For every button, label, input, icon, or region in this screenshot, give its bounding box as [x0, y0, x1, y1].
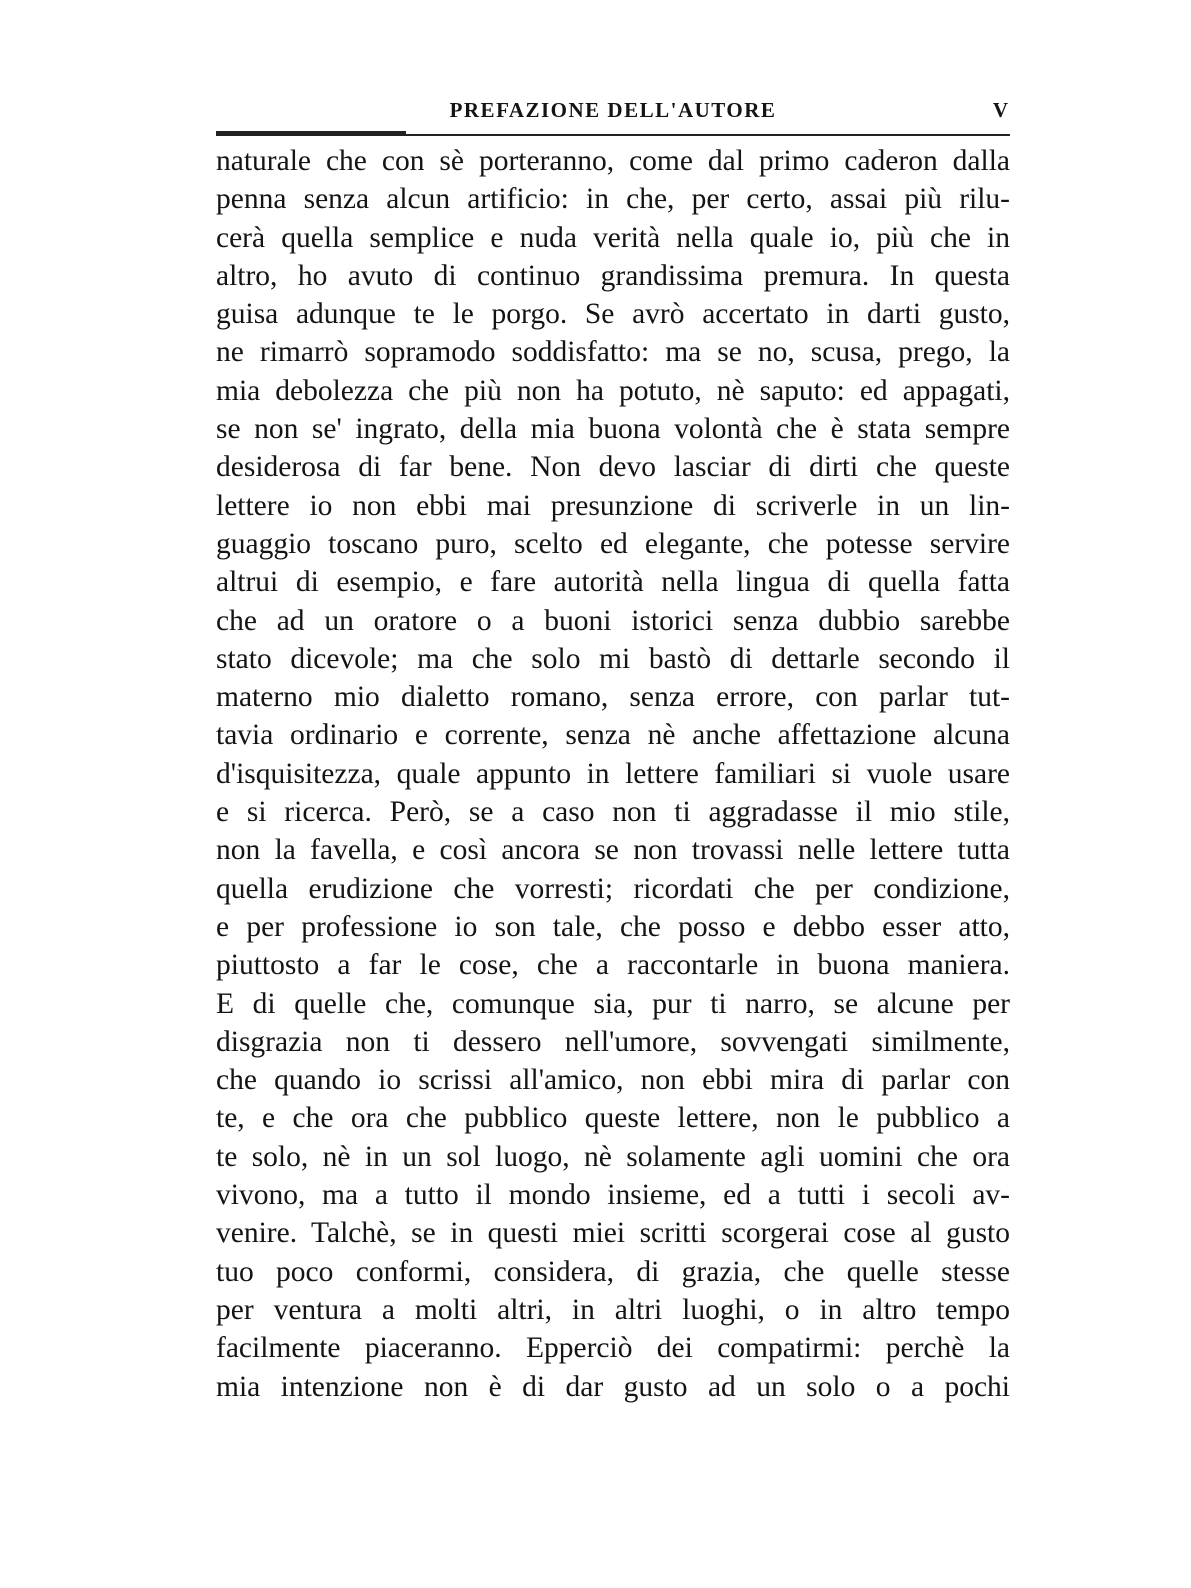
text-line: venire. Talchè, se in questi miei scritti scorgerai cose al gusto — [216, 1217, 1010, 1250]
text-line: tavia ordinario e corrente, senza nè anche affettazione alcuna — [216, 719, 1010, 752]
text-line: e si ricerca. Però, se a caso non ti aggradasse il mio stile, — [216, 796, 1010, 829]
text-line: naturale che con sè porteranno, come dal primo caderon dalla — [216, 145, 1010, 177]
text-line: guaggio toscano puro, scelto ed elegante, che potesse servire — [216, 527, 1010, 560]
text-line: tuo poco conformi, considera, di grazia, che quelle stesse — [216, 1255, 1010, 1288]
running-title: PREFAZIONE DELL'AUTORE — [449, 98, 777, 122]
header-rule — [216, 134, 1010, 136]
text-line: te, e che ora che pubblico queste lettere, non le pubblico a — [216, 1102, 1010, 1135]
text-line: stato dicevole; ma che solo mi bastò di dettarle secondo il — [216, 642, 1010, 675]
text-line: altro, ho avuto di continuo grandissima premura. In questa — [216, 259, 1010, 292]
text-line: altrui di esempio, e fare autorità nella lingua di quella fatta — [216, 566, 1010, 599]
text-line: materno mio dialetto romano, senza errore, con parlar tut- — [216, 681, 1010, 714]
text-line: guisa adunque te le porgo. Se avrò accertato in darti gusto, — [216, 298, 1010, 331]
text-line: disgrazia non ti dessero nell'umore, sovvengati similmente, — [216, 1025, 1010, 1058]
text-line: che quando io scrissi all'amico, non ebbi mira di parlar con — [216, 1064, 1010, 1097]
text-line: cerà quella semplice e nuda verità nella quale io, più che in — [216, 221, 1010, 254]
text-line: penna senza alcun artificio: in che, per certo, assai più rilu- — [216, 183, 1010, 216]
text-line: desiderosa di far bene. Non devo lasciar di dirti che queste — [216, 451, 1010, 484]
running-header — [218, 96, 1008, 130]
text-line: ne rimarrò sopramodo soddisfatto: ma se no, scusa, prego, la — [216, 336, 1010, 369]
body-text — [216, 142, 1010, 1406]
text-line: d'isquisitezza, quale appunto in lettere familiari si vuole usare — [216, 757, 1010, 790]
text-line: non la favella, e così ancora se non trovassi nelle lettere tutta — [216, 834, 1010, 867]
text-line: vivono, ma a tutto il mondo insieme, ed a tutti i secoli av- — [216, 1179, 1010, 1212]
text-line: facilmente piaceranno. Epperciò dei compatirmi: perchè la — [216, 1332, 1010, 1365]
page-number: V — [992, 98, 1008, 122]
text-line: lettere io non ebbi mai presunzione di scriverle in un lin- — [216, 489, 1010, 522]
text-line: quella erudizione che vorresti; ricordati che per condizione, — [216, 872, 1010, 905]
text-line: E di quelle che, comunque sia, pur ti narro, se alcune per — [216, 987, 1010, 1020]
text-line: mia debolezza che più non ha potuto, nè saputo: ed appagati, — [216, 374, 1010, 407]
text-line: che ad un oratore o a buoni istorici senza dubbio sarebbe — [216, 604, 1010, 637]
text-line: se non se' ingrato, della mia buona volontà che è stata sempre — [216, 413, 1010, 446]
text-line: per ventura a molti altri, in altri luoghi, o in altro tempo — [216, 1293, 1010, 1326]
text-line: mia intenzione non è di dar gusto ad un solo o a pochi — [216, 1370, 1010, 1403]
text-line: piuttosto a far le cose, che a raccontarle in buona maniera. — [216, 949, 1010, 982]
text-line: e per professione io son tale, che posso e debbo esser atto, — [216, 910, 1010, 943]
text-line: te solo, nè in un sol luogo, nè solamente agli uomini che ora — [216, 1140, 1010, 1173]
